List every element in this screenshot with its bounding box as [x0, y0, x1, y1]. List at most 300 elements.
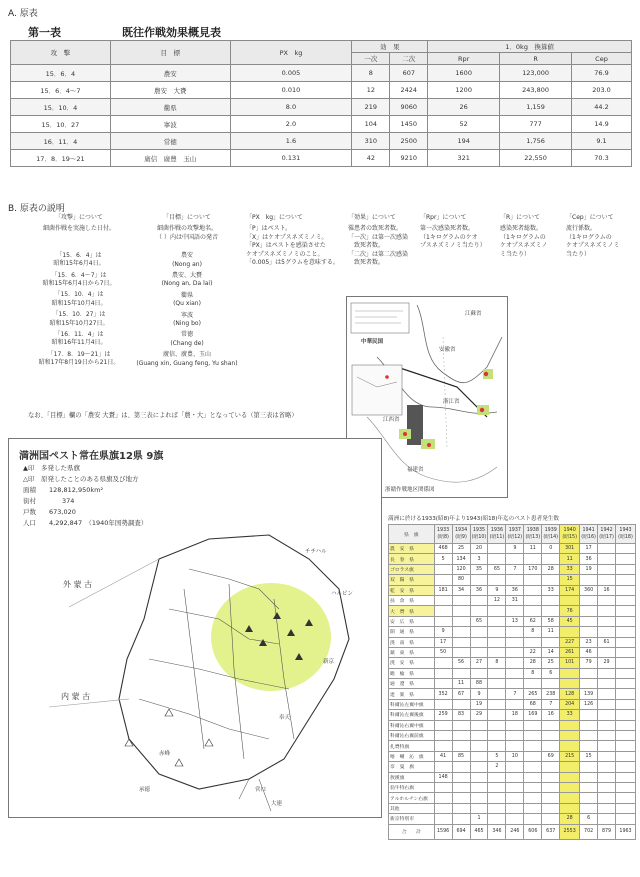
plague-cell: 79: [580, 658, 598, 668]
plague-total-cell: 1963: [616, 824, 636, 839]
plague-cell: [580, 710, 598, 720]
plague-cell: [616, 803, 636, 813]
cell-cep: 203.0: [572, 82, 632, 99]
desc-target-item: 農安 (Nong an): [172, 252, 202, 268]
plague-header: 1939 (昭14): [542, 525, 560, 544]
plague-header: 1938 (昭13): [524, 525, 542, 544]
china-map-label-jiangsu: 江蘇省: [465, 311, 482, 317]
effect-table-row: [11, 82, 632, 99]
plague-row: [389, 616, 636, 626]
plague-cell: [560, 595, 580, 605]
plague-cell: [488, 616, 506, 626]
plague-total-cell: 465: [470, 824, 488, 839]
plague-cell: [470, 627, 488, 637]
plague-cell: [452, 616, 470, 626]
plague-cell: 1: [470, 814, 488, 824]
plague-cell: [598, 668, 616, 678]
plague-cell: [616, 668, 636, 678]
plague-cell: [506, 772, 524, 782]
china-map-label-jiangxi: 江西省: [383, 417, 400, 423]
plague-county: 新京特別市: [389, 814, 435, 824]
plague-cell: [616, 595, 636, 605]
cell-px: 8.0: [230, 99, 352, 116]
plague-cell: [598, 793, 616, 803]
plague-cell: 181: [434, 585, 452, 595]
plague-cell: [524, 782, 542, 792]
plague-cell: [542, 782, 560, 792]
plague-cell: [452, 720, 470, 730]
plague-cell: 2: [488, 762, 506, 772]
plague-cell: 15: [580, 751, 598, 761]
desc-cep: [566, 214, 638, 259]
plague-cell: [452, 762, 470, 772]
plague-row: [389, 564, 636, 574]
desc-attack-body: 細菌作戦を実施した日付。: [42, 225, 115, 233]
plague-cell: 170: [524, 564, 542, 574]
desc-target-item: 農安、大賚 (Nong an, Da lai): [161, 272, 213, 288]
plague-cell: 27: [470, 658, 488, 668]
plague-cell: [488, 637, 506, 647]
plague-cell: [598, 679, 616, 689]
plague-cell: [452, 772, 470, 782]
plague-cell: [616, 627, 636, 637]
plague-cell: 139: [580, 689, 598, 699]
plague-cell: 18: [506, 710, 524, 720]
plague-cell: [506, 699, 524, 709]
plague-cell: [488, 699, 506, 709]
cell-r: 123,000: [500, 65, 572, 82]
plague-county: 奈 曼 旗: [389, 762, 435, 772]
plague-cell: 5: [434, 554, 452, 564]
legend-line: 人口 4,292,847 （1940年国勢調査）: [23, 519, 148, 527]
section-a-label: A. 原表: [8, 9, 38, 19]
cell-r: 243,800: [500, 82, 572, 99]
effect-table: [10, 40, 632, 167]
desc-r: [500, 214, 562, 259]
plague-county: 扎賚特旗: [389, 741, 435, 751]
plague-row: [389, 606, 636, 616]
plague-row: [389, 637, 636, 647]
plague-cell: [434, 575, 452, 585]
plague-cell: [470, 751, 488, 761]
plague-cell: [506, 647, 524, 657]
manchu-label-fengtian: 奉天: [279, 715, 291, 721]
plague-cell: [434, 762, 452, 772]
plague-cell: [470, 595, 488, 605]
plague-cell: 67: [452, 689, 470, 699]
cell-target: 農安: [110, 65, 230, 82]
plague-cell: [598, 575, 616, 585]
plague-cell: [542, 554, 560, 564]
plague-cell: [524, 772, 542, 782]
plague-cell: [506, 762, 524, 772]
plague-row: [389, 668, 636, 678]
plague-cell: [616, 731, 636, 741]
plague-cell: 128: [560, 689, 580, 699]
desc-target: [128, 214, 246, 371]
desc-cep-heading: 「Cep」について: [566, 214, 614, 221]
plague-cell: 352: [434, 689, 452, 699]
plague-cell: [560, 741, 580, 751]
plague-cell: 7: [542, 699, 560, 709]
plague-cell: [580, 793, 598, 803]
plague-cell: [452, 814, 470, 824]
plague-cell: 11: [560, 554, 580, 564]
plague-row: [389, 772, 636, 782]
header-px: PX kg: [230, 41, 352, 65]
plague-cell: [598, 782, 616, 792]
plague-cell: [524, 679, 542, 689]
desc-effect-body: 罹患者の致死者数。 「一次」は第一次感染 致死者数。 「二次」は第二次感染 致死者数。: [348, 225, 409, 267]
plague-cell: 17: [580, 544, 598, 554]
plague-cell: [506, 668, 524, 678]
cell-px: 0.005: [230, 65, 352, 82]
plague-cell: [598, 544, 616, 554]
desc-target-item: 衢県 (Qu xian): [173, 291, 201, 308]
plague-total-label: 合 計: [389, 824, 435, 839]
plague-cell: [434, 668, 452, 678]
plague-cell: 169: [524, 710, 542, 720]
plague-cell: 29: [470, 710, 488, 720]
plague-cell: [616, 544, 636, 554]
plague-table: [388, 524, 636, 840]
plague-cell: [452, 637, 470, 647]
plague-cell: [616, 741, 636, 751]
plague-cell: 12: [488, 595, 506, 605]
cell-r: 22,550: [500, 150, 572, 167]
plague-cell: [506, 731, 524, 741]
plague-total-cell: 702: [580, 824, 598, 839]
plague-cell: 14: [542, 647, 560, 657]
plague-cell: [506, 679, 524, 689]
plague-cell: [580, 772, 598, 782]
plague-cell: [524, 720, 542, 730]
effect-table-row: [11, 99, 632, 116]
plague-cell: [616, 554, 636, 564]
cell-attack: 16．11．4: [11, 133, 111, 150]
manchu-map-drawing: [9, 439, 381, 817]
plague-row: [389, 762, 636, 772]
plague-cell: [524, 585, 542, 595]
plague-county: 翁牛特右旗: [389, 782, 435, 792]
plague-cell: [434, 741, 452, 751]
plague-cell: 227: [560, 637, 580, 647]
cell-target: 農安 大賚: [110, 82, 230, 99]
plague-cell: [506, 658, 524, 668]
plague-cell: [452, 782, 470, 792]
plague-cell: 101: [560, 658, 580, 668]
plague-header: 1933 (昭8): [434, 525, 452, 544]
plague-cell: [616, 637, 636, 647]
plague-cell: 0: [542, 544, 560, 554]
plague-cell: [524, 606, 542, 616]
plague-cell: [542, 741, 560, 751]
plague-cell: [488, 741, 506, 751]
plague-cell: 36: [506, 585, 524, 595]
plague-header: 1943 (昭18): [616, 525, 636, 544]
desc-effect-heading: 「効果」について: [348, 214, 396, 221]
plague-cell: 120: [452, 564, 470, 574]
plague-cell: [580, 595, 598, 605]
plague-cell: 259: [434, 710, 452, 720]
plague-cell: [598, 751, 616, 761]
manchu-label-dalian: 大連: [271, 801, 283, 807]
desc-px-body: 「P」はペスト。 「X」はケオプスネズミノミ。 「PX」はペストを感染させた ケオプスネズミノミのこと。 「0.005」は5グラムを意味する。: [246, 225, 339, 267]
plague-cell: 301: [560, 544, 580, 554]
header-target: 目 標: [110, 41, 230, 65]
plague-cell: 56: [452, 658, 470, 668]
plague-cell: [616, 710, 636, 720]
plague-cell: 15: [560, 575, 580, 585]
cell-target: 常徳: [110, 133, 230, 150]
plague-cell: [542, 793, 560, 803]
plague-cell: [616, 689, 636, 699]
header-attack: 攻 撃: [11, 41, 111, 65]
plague-cell: [488, 689, 506, 699]
plague-cell: [616, 575, 636, 585]
desc-target-heading: 「目標」について: [163, 214, 211, 221]
plague-cell: 28: [524, 658, 542, 668]
plague-cell: [598, 616, 616, 626]
cell-target: 衢県: [110, 99, 230, 116]
cell-cep: 76.9: [572, 65, 632, 82]
desc-px: [246, 214, 346, 267]
china-map-label-zhejiang: 浙江省: [443, 399, 460, 405]
plague-cell: 41: [434, 751, 452, 761]
plague-cell: [598, 741, 616, 751]
plague-cell: [488, 647, 506, 657]
plague-cell: [470, 606, 488, 616]
plague-cell: [524, 751, 542, 761]
plague-cell: [580, 606, 598, 616]
desc-px-heading: 「PX kg」について: [246, 214, 303, 221]
plague-county: 洮 南 県: [389, 637, 435, 647]
plague-county: アルホルチン右旗: [389, 793, 435, 803]
plague-cell: [506, 741, 524, 751]
plague-cell: 9: [434, 627, 452, 637]
desc-attack-item: 「15．6．4」は 昭和15年6月4日。: [53, 251, 105, 268]
plague-cell: [470, 720, 488, 730]
plague-cell: [616, 699, 636, 709]
manchu-label-chifeng: 赤峰: [159, 751, 171, 757]
plague-cell: [488, 710, 506, 720]
china-map-caption: 浙贛作戦地区関係図: [385, 487, 435, 493]
plague-total-cell: 2553: [560, 824, 580, 839]
plague-row: [389, 575, 636, 585]
plague-cell: 360: [580, 585, 598, 595]
plague-cell: 7: [506, 564, 524, 574]
legend-line: 面積 128,812,950km²: [23, 486, 104, 494]
manchu-label-outer-mongolia: 外 蒙 古: [63, 580, 93, 589]
cell-r: 1,756: [500, 133, 572, 150]
plague-cell: 33: [560, 564, 580, 574]
plague-cell: [560, 731, 580, 741]
plague-cell: [452, 699, 470, 709]
plague-cell: [434, 658, 452, 668]
manchu-map: [8, 438, 382, 818]
plague-row: [389, 720, 636, 730]
plague-county: ゴロラス旗: [389, 564, 435, 574]
cell-first: 104: [352, 116, 390, 133]
plague-cell: [434, 606, 452, 616]
plague-cell: 80: [452, 575, 470, 585]
plague-cell: [616, 762, 636, 772]
plague-cell: [488, 606, 506, 616]
plague-cell: 9: [470, 689, 488, 699]
plague-cell: [580, 762, 598, 772]
plague-cell: [506, 606, 524, 616]
plague-cell: [542, 772, 560, 782]
desc-attack-item: 「17．8．19〜21」は 昭和17年8月19日から21日。: [38, 350, 120, 367]
plague-header: 1940 (昭15): [560, 525, 580, 544]
cell-px: 0.131: [230, 150, 352, 167]
plague-row: [389, 699, 636, 709]
plague-cell: 10: [506, 751, 524, 761]
plague-cell: [506, 782, 524, 792]
plague-header: 1942 (昭17): [598, 525, 616, 544]
plague-cell: [470, 762, 488, 772]
plague-county: 其他: [389, 803, 435, 813]
plague-cell: [598, 710, 616, 720]
plague-cell: [470, 731, 488, 741]
cell-rpr: 1200: [428, 82, 500, 99]
legend-line: △印 原発したことのある県旗及び地方: [23, 475, 139, 483]
plague-cell: [598, 720, 616, 730]
plague-total-cell: 879: [598, 824, 616, 839]
desc-rpr-heading: 「Rpr」について: [420, 214, 467, 221]
plague-cell: [488, 803, 506, 813]
manchu-map-title: 満洲国ペスト常在県旗12県 9旗: [19, 451, 164, 462]
plague-cell: [580, 741, 598, 751]
header-second: 二次: [390, 53, 428, 65]
plague-cell: [524, 731, 542, 741]
plague-cell: 29: [598, 658, 616, 668]
plague-cell: [506, 814, 524, 824]
manchu-label-chengde: 承徳: [139, 787, 151, 793]
plague-cell: [452, 647, 470, 657]
desc-effect: [348, 214, 418, 267]
plague-cell: 28: [542, 564, 560, 574]
plague-cell: [506, 793, 524, 803]
plague-cell: 23: [580, 637, 598, 647]
desc-r-body: 感染死者総数。 （1キログラムの ケオプスネズミノ ミ当たり）: [500, 225, 548, 258]
plague-total-cell: 694: [452, 824, 470, 839]
plague-county: 科爾沁左翼中旗: [389, 699, 435, 709]
china-map-label-east: 中華民国: [361, 339, 384, 345]
plague-row: [389, 710, 636, 720]
plague-header: 1937 (昭12): [506, 525, 524, 544]
cell-px: 2.0: [230, 116, 352, 133]
cell-second: 2500: [390, 133, 428, 150]
plague-cell: [488, 544, 506, 554]
desc-attack-item: 「15．10．27」は 昭和15年10月27日。: [49, 311, 109, 327]
plague-cell: 85: [452, 751, 470, 761]
plague-cell: [524, 741, 542, 751]
plague-row: [389, 741, 636, 751]
plague-cell: 25: [542, 658, 560, 668]
plague-cell: 468: [434, 544, 452, 554]
plague-cell: [470, 793, 488, 803]
plague-cell: [488, 575, 506, 585]
cell-cep: 70.3: [572, 150, 632, 167]
plague-cell: [434, 720, 452, 730]
plague-cell: 6: [542, 668, 560, 678]
plague-cell: [524, 803, 542, 813]
plague-header: 1936 (昭11): [488, 525, 506, 544]
cell-rpr: 194: [428, 133, 500, 150]
plague-cell: [542, 814, 560, 824]
cell-rpr: 52: [428, 116, 500, 133]
plague-cell: [470, 637, 488, 647]
header-effect: 効 果: [352, 41, 428, 53]
plague-cell: [616, 772, 636, 782]
plague-cell: 5: [488, 751, 506, 761]
desc-attack-item: 「16．11．4」は 昭和16年11月4日。: [51, 331, 107, 347]
plague-row: [389, 793, 636, 803]
plague-county: 瞻 楡 県: [389, 668, 435, 678]
desc-rpr: [420, 214, 496, 251]
plague-cell: 68: [524, 699, 542, 709]
plague-cell: [434, 793, 452, 803]
plague-county: 大 賚 県: [389, 606, 435, 616]
plague-cell: [434, 731, 452, 741]
plague-cell: [580, 616, 598, 626]
plague-cell: [580, 679, 598, 689]
plague-cell: [616, 585, 636, 595]
plague-cell: [598, 606, 616, 616]
plague-cell: [616, 647, 636, 657]
plague-cell: [560, 803, 580, 813]
plague-cell: [488, 731, 506, 741]
plague-cell: [434, 616, 452, 626]
plague-cell: [524, 762, 542, 772]
plague-cell: [452, 793, 470, 803]
plague-cell: 31: [506, 595, 524, 605]
plague-cell: [598, 554, 616, 564]
plague-cell: [506, 554, 524, 564]
manchu-label-inner-mongolia: 内 蒙 古: [61, 692, 91, 701]
plague-cell: 45: [560, 616, 580, 626]
plague-cell: [470, 668, 488, 678]
plague-cell: 50: [434, 647, 452, 657]
desc-attack: [24, 214, 134, 371]
plague-cell: [524, 814, 542, 824]
plague-cell: [452, 803, 470, 813]
cell-rpr: 321: [428, 150, 500, 167]
plague-cell: 13: [506, 616, 524, 626]
cell-target: 廣信 廣豊 玉山: [110, 150, 230, 167]
plague-cell: [470, 803, 488, 813]
plague-cell: [616, 793, 636, 803]
plague-county: 通 遼 県: [389, 679, 435, 689]
plague-cell: [542, 731, 560, 741]
plague-row: [389, 782, 636, 792]
plague-cell: 36: [580, 554, 598, 564]
plague-cell: [560, 793, 580, 803]
plague-cell: [580, 731, 598, 741]
plague-cell: [542, 720, 560, 730]
plague-cell: [488, 627, 506, 637]
header-rpr: Rpr: [428, 53, 500, 65]
plague-cell: [524, 554, 542, 564]
plague-cell: [452, 627, 470, 637]
plague-total-cell: 246: [506, 824, 524, 839]
cell-attack: 15．6．4: [11, 65, 111, 82]
cell-first: 8: [352, 65, 390, 82]
plague-cell: 148: [434, 772, 452, 782]
plague-cell: 9: [506, 544, 524, 554]
cell-rpr: 1600: [428, 65, 500, 82]
